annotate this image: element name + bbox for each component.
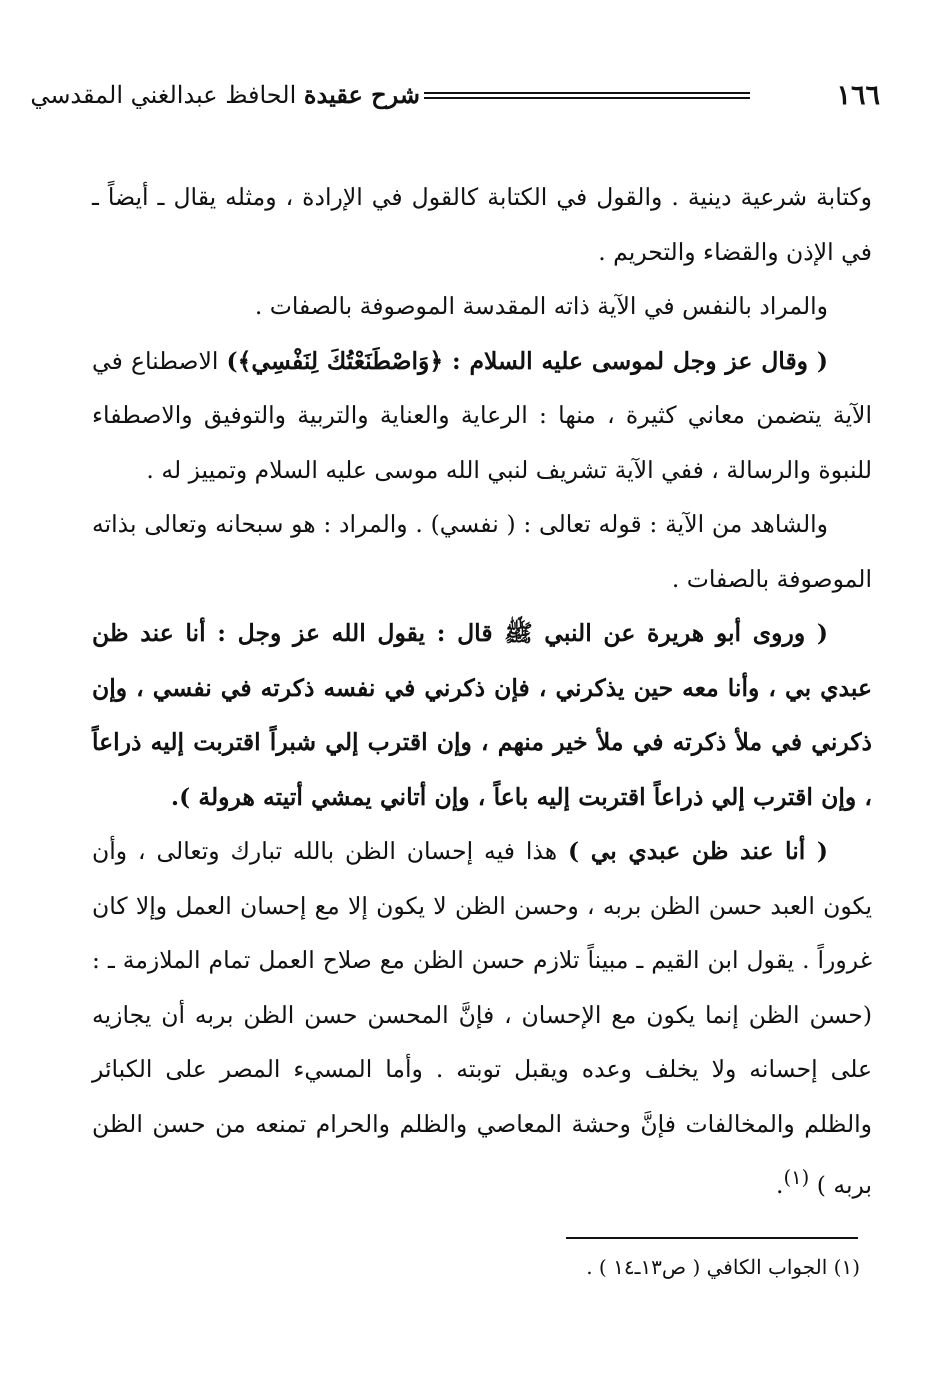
quoted-verse: ( وقال عز وجل لموسى عليه السلام : ﴿وَاصْطَنَعْتُكَ لِنَفْسِي﴾) bbox=[226, 346, 828, 375]
footnote-ref: (١) bbox=[783, 1166, 810, 1189]
footnote-1: (١) الجواب الكافي ( ص١٣ـ١٤ ) . bbox=[586, 1255, 860, 1279]
footnote-rule bbox=[566, 1237, 858, 1239]
body-text bbox=[92, 170, 872, 1212]
paragraph-3 bbox=[92, 334, 872, 498]
paragraph-4: والشاهد من الآية : قوله تعالى : ( نفسي) . والمراد : هو سبحانه وتعالى بذاته الموصوفة بالصفات . bbox=[92, 510, 872, 593]
hadith-phrase: ( أنا عند ظن عبدي بي ) bbox=[567, 837, 828, 865]
running-title-rest: الحافظ عبدالغني المقدسي bbox=[30, 81, 304, 109]
page-number: ١٦٦ bbox=[836, 80, 880, 111]
running-title-bold: شرح عقيدة bbox=[303, 80, 420, 109]
paragraph-6 bbox=[92, 824, 872, 1212]
paragraph-1: وكتابة شرعية دينية . والقول في الكتابة كالقول في الإرادة ، ومثله يقال ـ أيضاً ـ في الإذن والقضاء والتحريم . bbox=[92, 183, 872, 266]
header-rule bbox=[424, 92, 750, 99]
hadith-quote: ( وروى أبو هريرة عن النبي ﷺ قال : يقول الله عز وجل : أنا عند ظن عبدي بي ، وأنا معه حين يذكرني ، فإن ذكرني في نفسه ذكرته في نفسي ، وإن ذكرني في ملأ ذكرته في ملأ خير منهم ، وإن اقترب إلي شبراً اقتربت إليه ذراعاً ، وإن اقترب إلي ذراعاً اقتربت إليه باعاً ، وإن أتاني يمشي أتيته هرولة ). bbox=[92, 619, 872, 811]
running-header bbox=[30, 78, 880, 122]
paragraph-6-text: هذا فيه إحسان الظن بالله تبارك وتعالى ، وأن يكون العبد حسن الظن بربه ، وحسن الظن لا يكون إلا مع إحسان العمل وإلا كان غروراً . يقول ابن القيم ـ مبيناً تلازم حسن الظن مع صلاح العمل تمام الملازمة ـ : (حسن الظن إنما يكون مع الإحسان ، فإنَّ المحسن حسن الظن بربه أن يجازيه على إحسانه ولا يخلف وعده ويقبل توبته . وأما المسيء المصر على الكبائر والظلم والمخالفات فإنَّ وحشة المعاصي والظلم والحرام تمنعه من حسن الظن بربه ) bbox=[92, 837, 872, 1199]
paragraph-3-text: الاصطناع في الآية يتضمن معاني كثيرة ، منها : الرعاية والعناية والتربية والتوفيق والاصطفاء للنبوة والرسالة ، ففي الآية تشريف لنبي الله موسى عليه السلام وتمييز له . bbox=[92, 346, 872, 484]
paragraph-2: والمراد بالنفس في الآية ذاته المقدسة الموصوفة بالصفات . bbox=[254, 292, 828, 320]
paragraph-6-end: . bbox=[775, 1170, 784, 1199]
running-title bbox=[30, 80, 420, 109]
